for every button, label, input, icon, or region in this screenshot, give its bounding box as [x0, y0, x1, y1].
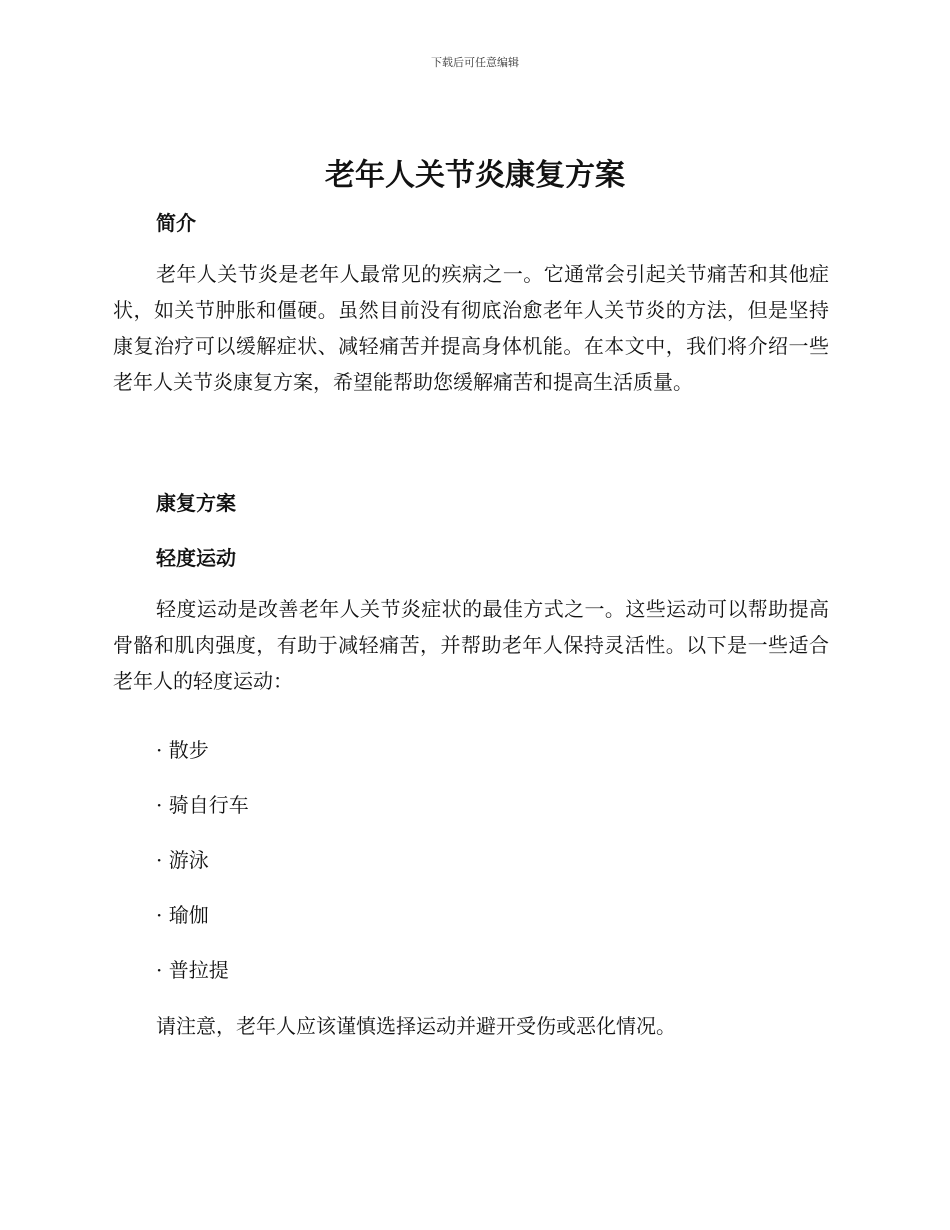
exercise-caution-note: 请注意，老年人应该谨慎选择运动并避开受伤或恶化情况。 — [156, 1014, 676, 1038]
list-item: · 骑自行车 — [156, 793, 249, 817]
list-item: · 游泳 — [156, 848, 209, 872]
section-heading-plan: 康复方案 — [156, 491, 236, 515]
document-title: 老年人关节炎康复方案 — [325, 158, 625, 193]
intro-paragraph: 老年人关节炎是老年人最常见的疾病之一。它通常会引起关节痛苦和其他症状，如关节肿胀和僵硬。虽然目前没有彻底治愈老年人关节炎的方法，但是坚持康复治疗可以缓解症状、减轻痛苦并提高身体机能。在本文中，我们将介绍一些老年人关节炎康复方案，希望能帮助您缓解痛苦和提高生活质量。 — [113, 262, 829, 394]
list-item: · 散步 — [156, 738, 209, 762]
section-heading-intro: 简介 — [156, 211, 196, 235]
list-item: · 瑜伽 — [156, 903, 209, 927]
list-item: · 普拉提 — [156, 958, 229, 982]
section-heading-light-exercise: 轻度运动 — [156, 546, 236, 570]
page-header-note: 下载后可任意编辑 — [431, 56, 519, 69]
light-exercise-paragraph: 轻度运动是改善老年人关节炎症状的最佳方式之一。这些运动可以帮助提高骨骼和肌肉强度，有助于减轻痛苦，并帮助老年人保持灵活性。以下是一些适合老年人的轻度运动： — [113, 597, 829, 693]
